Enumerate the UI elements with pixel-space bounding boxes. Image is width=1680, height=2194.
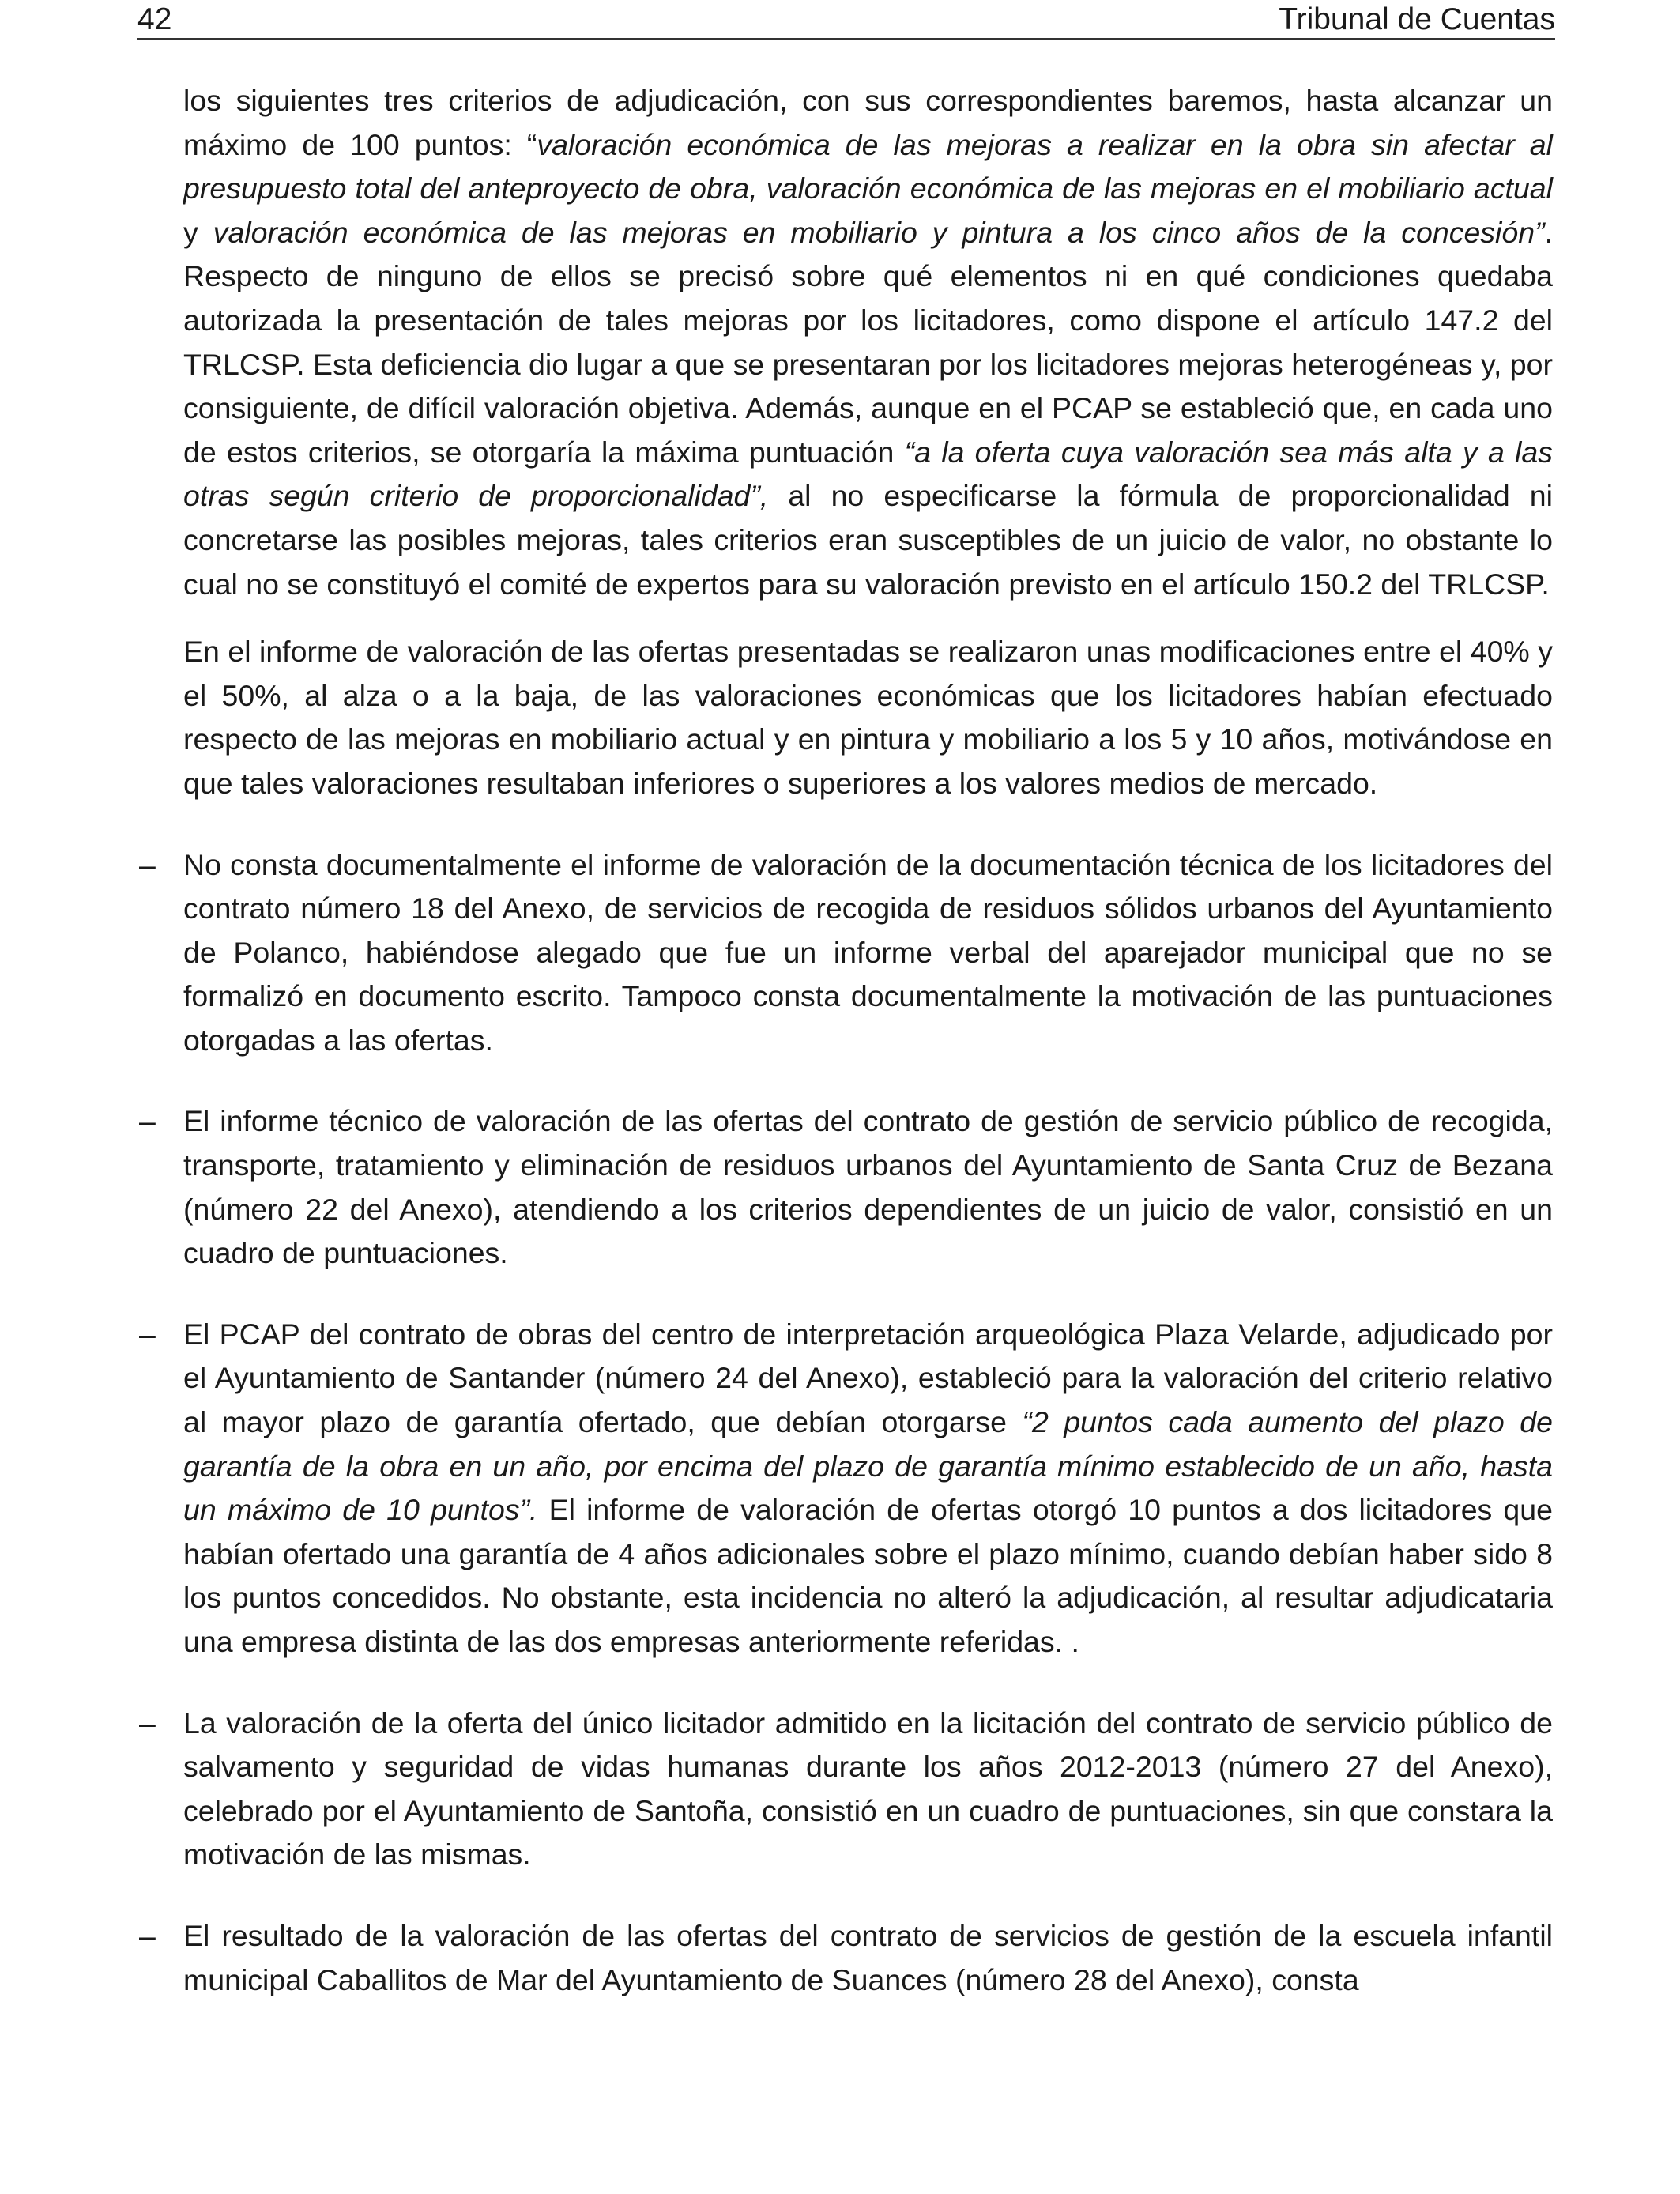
italic-quote: valoración económica de las mejoras a realizar en la obra sin afectar al presupuesto total del anteproyecto de obra, valoración económica de las mejoras en el mobiliario actual bbox=[183, 127, 1553, 205]
list-item bbox=[139, 1099, 1553, 1275]
text-run: . Respecto de ninguno de ellos se precisó sobre qué elementos ni en qué condiciones quedaba autorizada la presentación de tales mejoras por los licitadores, como dispone el artículo 147.2 del TRLCSP. Esta deficiencia dio lugar a que se presentaran por los licitadores mejoras heterogéneas y, por consiguiente, de difícil valoración objetiva. Además, aunque en el PCAP se estableció que, en cada uno de estos criterios, se otorgaría la máxima puntuación bbox=[183, 215, 1554, 469]
page-header bbox=[137, 2, 1555, 40]
list-item-text: La valoración de la oferta del único licitador admitido en la licitación del contrato de servicio público de salvamento y seguridad de vidas humanas durante los años 2012-2013 (número 27 del Anexo), celebrado por el Ayuntamiento de Santoña, consistió en un cuadro de puntuaciones, sin que constara la motivación de las mismas. bbox=[183, 1706, 1553, 1872]
list-item bbox=[139, 843, 1553, 1063]
list-item-text: No consta documentalmente el informe de valoración de la documentación técnica de los licitadores del contrato número 18 del Anexo, de servicios de recogida de residuos sólidos urbanos del Ayuntamiento de Polanco, habiéndose alegado que fue un informe verbal del aparejador municipal que no se formalizó en documento escrito. Tampoco consta documentalmente la motivación de las puntuaciones otorgadas a las ofertas. bbox=[183, 847, 1553, 1057]
paragraph-valuation-report: En el informe de valoración de las ofertas presentadas se realizaron unas modificaciones entre el 40% y el 50%, al alza o a la baja, de las valoraciones económicas que los licitadores habían efectuado respecto de las mejoras en mobiliario actual y en pintura y mobiliario a los 5 y 10 años, motivándose en que tales valoraciones resultaban inferiores o superiores a los valores medios de mercado. bbox=[183, 635, 1553, 800]
list-item bbox=[139, 1702, 1553, 1877]
list-item-text: El resultado de la valoración de las ofertas del contrato de servicios de gestión de la escuela infantil municipal Caballitos de Mar del Ayuntamiento de Suances (número 28 del Anexo), consta bbox=[183, 1918, 1553, 1996]
italic-quote: “2 puntos cada aumento del plazo de garantía de la obra en un año, por encima del plazo de garantía mínimo establecido de un año, hasta un máximo de 10 puntos”. bbox=[183, 1405, 1553, 1527]
bullet-dash-icon: – bbox=[139, 1317, 156, 1351]
list-item-text: El informe técnico de valoración de las ofertas del contrato de gestión de servicio público de recogida, transporte, tratamiento y eliminación de residuos urbanos del Ayuntamiento de Santa Cruz de Bezana (número 22 del Anexo), atendiendo a los criterios dependientes de un juicio de valor, consistió en un cuadro de puntuaciones. bbox=[183, 1104, 1553, 1270]
list-item bbox=[139, 1313, 1553, 1664]
text-run: El PCAP del contrato de obras del centro de interpretación arqueológica Plaza Velarde, adjudicado por el Ayuntamiento de Santander (número 24 del Anexo), estableció para la valoración del criterio relativo al mayor plazo de garantía ofertado, que debían otorgarse bbox=[183, 1317, 1553, 1439]
text-run: los siguientes tres criterios de adjudicación, con sus correspondientes baremos, hasta alcanzar un máximo de 100 puntos: “ bbox=[183, 84, 1553, 161]
list-item bbox=[139, 1914, 1553, 2002]
bullet-dash-icon: – bbox=[139, 847, 156, 881]
paragraph-criteria bbox=[183, 79, 1553, 606]
document-body bbox=[139, 79, 1554, 2002]
italic-quote: valoración económica de las mejoras en mobiliario y pintura a los cinco años de la concesión” bbox=[213, 215, 1545, 249]
text-run: al no especificarse la fórmula de proporcionalidad ni concretarse las posibles mejoras, tales criterios eran susceptibles de un juicio de valor, no obstante lo cual no se constituyó el comité de expertos para su valoración previsto en el artículo 150.2 del TRLCSP. bbox=[183, 479, 1553, 601]
running-title: Tribunal de Cuentas bbox=[1279, 2, 1555, 36]
list-item-text bbox=[183, 1313, 1553, 1664]
bullet-dash-icon: – bbox=[139, 1706, 156, 1740]
bullet-dash-icon: – bbox=[139, 1918, 156, 1952]
text-run: El informe de valoración de ofertas otorgó 10 puntos a dos licitadores que habían ofertado una garantía de 4 años adicionales sobre el plazo mínimo, cuando debían haber sido 8 los puntos concedidos. No obstante, esta incidencia no alteró la adjudicación, al resultar adjudicataria una empresa distinta de las dos empresas anteriormente referidas. . bbox=[183, 1493, 1553, 1658]
bullet-dash-icon: – bbox=[139, 1104, 156, 1138]
text-run: y bbox=[183, 215, 213, 249]
italic-quote: “a la oferta cuya valoración sea más alta y a las otras según criterio de proporcionalidad”, bbox=[183, 435, 1553, 513]
page-number: 42 bbox=[137, 2, 172, 36]
